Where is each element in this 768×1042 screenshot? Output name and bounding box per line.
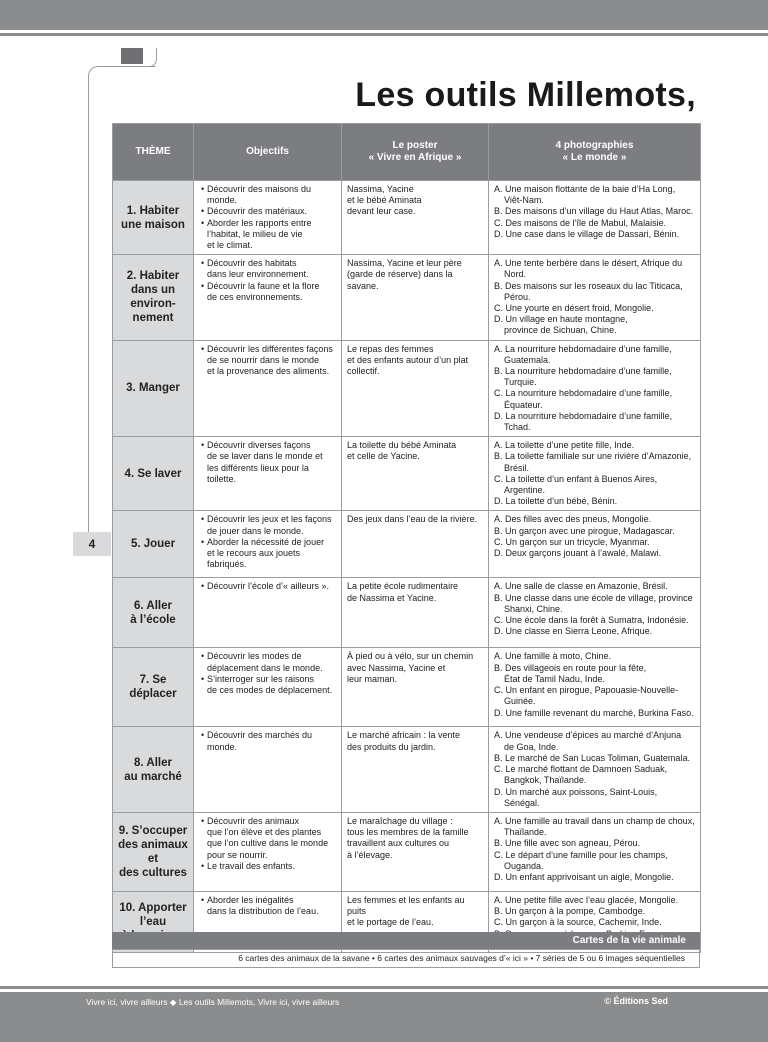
photo-item: C. La nourriture hebdomadaire d’une famille, Équateur. bbox=[494, 388, 673, 410]
photo-item: D. La nourriture hebdomadaire d’une famille, Tchad. bbox=[494, 410, 673, 433]
photos-cell bbox=[489, 255, 701, 340]
theme-cell: 10. Apporter l’eau bbox=[113, 891, 194, 952]
publisher-credit: © Éditions Sed bbox=[604, 996, 668, 1006]
photo-item: B. Une classe dans une école de village, province Shanxi, Chine. bbox=[494, 592, 693, 614]
top-rule bbox=[0, 33, 768, 36]
poster-cell: Le marché africain : la vente des produits du jardin. bbox=[342, 727, 489, 812]
objectives-cell bbox=[194, 511, 342, 578]
table-row bbox=[113, 340, 701, 437]
theme-cell: 9. S’occuper des animaux et des cultures bbox=[113, 812, 194, 891]
col-header-photos: 4 photographies « Le monde » bbox=[489, 124, 701, 181]
theme-cell: 4. Se laver bbox=[113, 437, 194, 511]
table-row bbox=[113, 437, 701, 511]
photo-item: D. Un enfant apprivoisant un aigle, Mongolie. bbox=[494, 871, 674, 882]
poster-cell: Les femmes et les enfants au puits et le portage de l’eau. bbox=[342, 891, 489, 952]
photos-cell bbox=[489, 437, 701, 511]
photo-item: C. La toilette d’un enfant à Buenos Aires, Argentine. bbox=[494, 473, 658, 496]
objectives-cell bbox=[194, 181, 342, 255]
footer-credit: Vivre ici, vivre ailleurs ◆ Les outils Millemots, Vivre ici, vivre ailleurs bbox=[86, 997, 340, 1007]
table-row bbox=[113, 812, 701, 891]
table-row bbox=[113, 727, 701, 812]
photo-item: D. Une famille revenant du marché, Burkina Faso. bbox=[494, 707, 694, 718]
poster-cell: Le repas des femmes et des enfants autour d’un plat collectif. bbox=[342, 340, 489, 437]
bottom-rule bbox=[0, 986, 768, 989]
table-body bbox=[113, 181, 701, 953]
photo-item: B. Des maisons d’un village du Haut Atlas, Maroc. bbox=[494, 206, 694, 217]
photo-item: C. Une école dans la forêt à Sumatra, Indonésie. bbox=[494, 615, 689, 626]
photo-item: D. Une case dans le village de Dassari, Bénin. bbox=[494, 228, 680, 239]
col-header-theme: THÈME bbox=[113, 124, 194, 181]
table-row bbox=[113, 648, 701, 727]
tab-marker bbox=[121, 48, 143, 64]
photo-item: B. La nourriture hebdomadaire d’une famille, Turquie. bbox=[494, 366, 672, 388]
theme-cell: 8. Aller au marché bbox=[113, 727, 194, 812]
objective-item: • Aborder la nécessité de jouer et le recours aux jouets fabriqués. bbox=[199, 537, 336, 571]
poster-cell: La toilette du bébé Aminata et celle de Yacine. bbox=[342, 437, 489, 511]
col-header-poster: Le poster « Vivre en Afrique » bbox=[342, 124, 489, 181]
photo-item: A. Une petite fille avec l’eau glacée, Mongolie. bbox=[494, 894, 679, 905]
objective-item: • Découvrir les différentes façons de se nourrir dans le monde et la provenance des aliments. bbox=[199, 344, 336, 378]
objectives-cell bbox=[194, 437, 342, 511]
photos-cell bbox=[489, 727, 701, 812]
table-row bbox=[113, 578, 701, 648]
photo-item: C. Le départ d’une famille pour les champs, Ouganda. bbox=[494, 849, 668, 871]
objective-item: • Découvrir l’école d’« ailleurs ». bbox=[199, 581, 336, 592]
objective-item: • Découvrir des matériaux. bbox=[199, 206, 336, 217]
photo-item: C. Des maisons de l’île de Mabul, Malaisie. bbox=[494, 217, 667, 228]
objective-item: • Découvrir les jeux et les façons de jouer dans le monde. bbox=[199, 514, 336, 536]
objectives-cell bbox=[194, 812, 342, 891]
photo-item: B. Un garçon à la pompe, Cambodge. bbox=[494, 906, 646, 917]
table-row bbox=[113, 511, 701, 578]
page-title: Les outils Millemots, bbox=[355, 76, 696, 114]
photo-item: B. Des villageois en route pour la fête, État de Tamil Nadu, Inde. bbox=[494, 662, 647, 684]
objective-item: • Découvrir des maisons du monde. bbox=[199, 184, 336, 206]
photo-item: B. Le marché de San Lucas Toliman, Guatemala. bbox=[494, 752, 690, 763]
photo-item: B. Un garçon avec une pirogue, Madagascar. bbox=[494, 525, 675, 536]
photo-item: A. Une maison flottante de la baie d’Ha Long, Viêt-Nam. bbox=[494, 184, 676, 206]
photo-item: B. Des maisons sur les roseaux du lac Titicaca, Pérou. bbox=[494, 280, 683, 302]
photo-item: D. Deux garçons jouant à l’awalé, Malawi. bbox=[494, 548, 662, 559]
photo-item: A. Une salle de classe en Amazonie, Brésil. bbox=[494, 581, 668, 592]
photo-item: A. La toilette d’une petite fille, Inde. bbox=[494, 440, 635, 451]
table-row bbox=[113, 255, 701, 340]
photo-item: D. La toilette d’un bébé, Bénin. bbox=[494, 496, 618, 507]
photo-item: D. Une classe en Sierra Leone, Afrique. bbox=[494, 626, 653, 637]
poster-cell: Nassima, Yacine et leur père (garde de réserve) dans la savane. bbox=[342, 255, 489, 340]
objective-item: • Le travail des enfants. bbox=[199, 861, 336, 872]
page-number: 4 bbox=[73, 532, 111, 556]
photo-item: A. Des filles avec des pneus, Mongolie. bbox=[494, 514, 652, 525]
theme-cell: 7. Se déplacer bbox=[113, 648, 194, 727]
poster-cell: À pied ou à vélo, sur un chemin avec Nassima, Yacine et leur maman. bbox=[342, 648, 489, 727]
photos-cell bbox=[489, 578, 701, 648]
photo-item: A. Une famille à moto, Chine. bbox=[494, 651, 612, 662]
animal-cards-band: Cartes de la vie animale bbox=[112, 932, 700, 949]
photo-item: A. Une tente berbère dans le désert, Afrique du Nord. bbox=[494, 258, 683, 280]
objectives-cell bbox=[194, 727, 342, 812]
objective-item: • Aborder les inégalités dans la distribution de l’eau. bbox=[199, 895, 336, 917]
objective-item: • Découvrir les modes de déplacement dans le monde. bbox=[199, 651, 336, 673]
objective-item: • Aborder les rapports entre l’habitat, le milieu de vie et le climat. bbox=[199, 218, 336, 252]
objective-item: • Découvrir des animaux que l’on élève et des plantes que l’on cultive dans le monde pour se nourrir. bbox=[199, 816, 336, 861]
theme-cell: 5. Jouer bbox=[113, 511, 194, 578]
objective-item: • Découvrir la faune et la flore de ces environnements. bbox=[199, 281, 336, 303]
objective-item: • S’interroger sur les raisons de ces modes de déplacement. bbox=[199, 674, 336, 696]
photos-cell bbox=[489, 812, 701, 891]
photos-cell bbox=[489, 648, 701, 727]
photo-item: A. La nourriture hebdomadaire d’une famille, Guatemala. bbox=[494, 343, 672, 365]
photo-item: A. Une vendeuse d’épices au marché d’Anjuna de Goa, Inde. bbox=[494, 730, 682, 752]
theme-cell: 2. Habiter dans un environ- nement bbox=[113, 255, 194, 340]
hook-decoration bbox=[146, 48, 157, 67]
photo-item: D. Un village en haute montagne, province de Sichuan, Chine. bbox=[494, 314, 628, 336]
photo-item: B. Une fille avec son agneau, Pérou. bbox=[494, 838, 641, 849]
poster-cell: Nassima, Yacine et le bébé Aminata devant leur case. bbox=[342, 181, 489, 255]
theme-cell: 6. Aller à l’école bbox=[113, 578, 194, 648]
table-header-row bbox=[113, 124, 701, 181]
photo-item: C. Le marché flottant de Damnoen Saduak, Bangkok, Thaïlande. bbox=[494, 764, 668, 786]
photo-item: D. Un marché aux poissons, Saint-Louis, Sénégal. bbox=[494, 786, 658, 808]
poster-cell: La petite école rudimentaire de Nassima et Yacine. bbox=[342, 578, 489, 648]
animal-cards-description: 6 cartes des animaux de la savane • 6 cartes des animaux sauvages d’« ici » • 7 séries de 5 ou 6 images séquentielles bbox=[112, 949, 700, 968]
theme-cell: 3. Manger bbox=[113, 340, 194, 437]
objectives-cell bbox=[194, 340, 342, 437]
poster-cell: Le maraîchage du village : tous les membres de la famille travaillent aux cultures ou à l’élevage. bbox=[342, 812, 489, 891]
objectives-cell bbox=[194, 648, 342, 727]
table-row bbox=[113, 181, 701, 255]
objective-item: • Découvrir des marchés du monde. bbox=[199, 730, 336, 752]
photo-item: C. Une yourte en désert froid, Mongolie. bbox=[494, 303, 654, 314]
photo-item: C. Un garçon sur un tricycle, Myanmar. bbox=[494, 536, 650, 547]
photos-cell bbox=[489, 340, 701, 437]
themes-table bbox=[112, 123, 701, 953]
objectives-cell bbox=[194, 578, 342, 648]
objectives-cell bbox=[194, 255, 342, 340]
photo-item: C. Un enfant en pirogue, Papouasie-Nouvelle-Guinée. bbox=[494, 685, 679, 707]
photo-item: C. Un garçon à la source, Cachemir, Inde. bbox=[494, 917, 662, 928]
photos-cell bbox=[489, 181, 701, 255]
photo-item: B. La toilette familiale sur une rivière d’Amazonie, Brésil. bbox=[494, 451, 692, 473]
objective-item: • Découvrir des habitats dans leur environnement. bbox=[199, 258, 336, 280]
photos-cell bbox=[489, 511, 701, 578]
objective-item: • Découvrir diverses façons de se laver dans le monde et les différents lieux pour la toilette. bbox=[199, 440, 336, 485]
top-bar bbox=[0, 0, 768, 30]
col-header-objectives: Objectifs bbox=[194, 124, 342, 181]
poster-cell: Des jeux dans l’eau de la rivière. bbox=[342, 511, 489, 578]
photo-item: A. Une famille au travail dans un champ de choux, Thaïlande. bbox=[494, 815, 695, 838]
theme-cell: 1. Habiter une maison bbox=[113, 181, 194, 255]
